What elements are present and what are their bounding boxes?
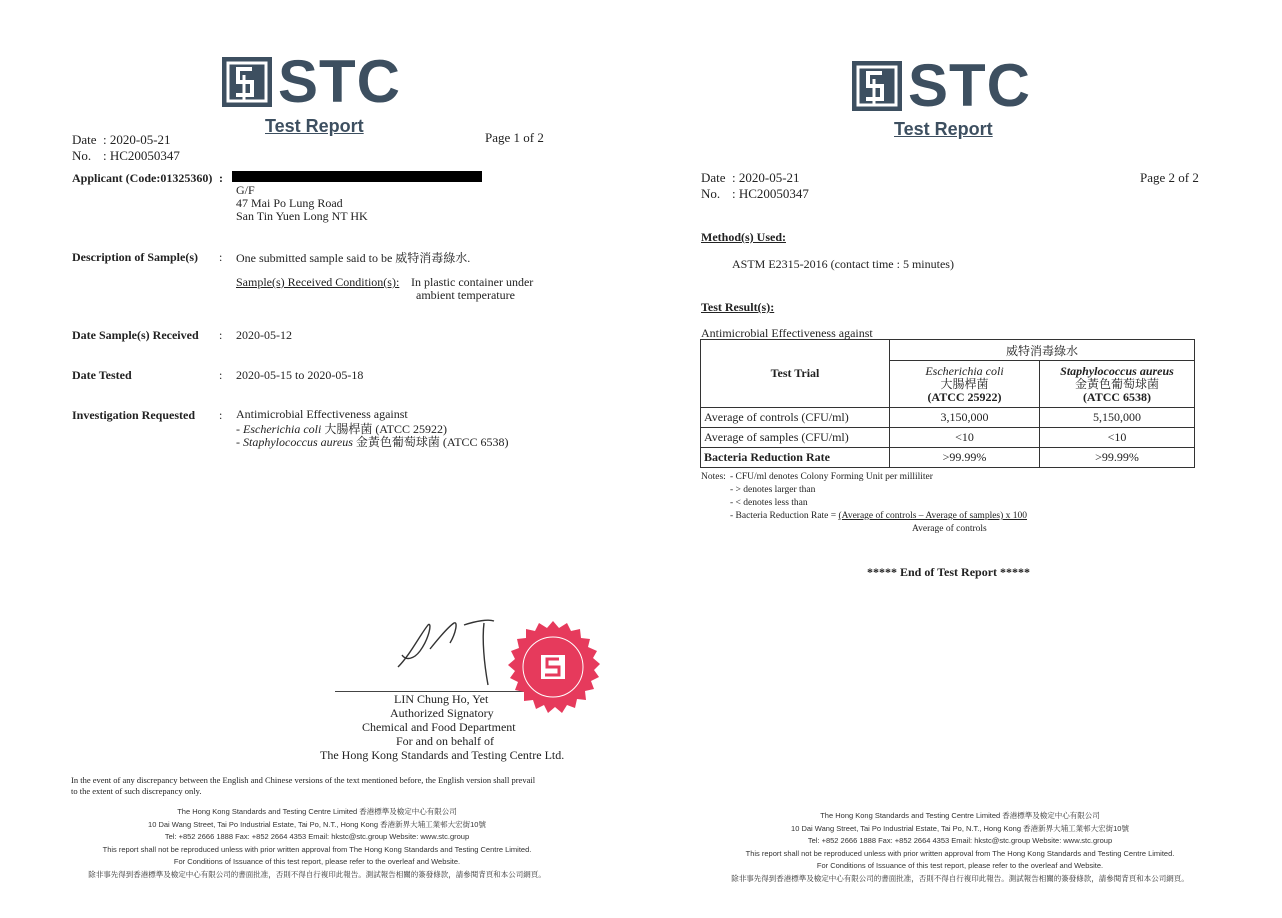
stc-logo-mark-icon bbox=[852, 61, 902, 111]
date-tested-colon: : bbox=[219, 368, 223, 382]
organism-2-atcc: (ATCC 6538) bbox=[1082, 389, 1152, 404]
row-label: Bacteria Reduction Rate bbox=[701, 448, 890, 468]
table-row bbox=[701, 428, 1195, 448]
redacted-applicant-name bbox=[232, 171, 482, 182]
footer-reproduction: This report shall not be reproduced unless with prior written approval from The Hong Kong Standards and Testing Centre Limited. bbox=[745, 848, 1175, 858]
end-of-report: ***** End of Test Report ***** bbox=[867, 565, 1031, 579]
footer-reproduction: This report shall not be reproduced unless with prior written approval from The Hong Kong Standards and Testing Centre Limited. bbox=[102, 844, 532, 854]
stc-logo bbox=[222, 48, 422, 115]
results-label: Test Result(s): bbox=[701, 300, 775, 314]
investigation-line-3 bbox=[236, 433, 509, 450]
applicant-address-line-3: San Tin Yuen Long NT HK bbox=[236, 209, 368, 223]
description-label: Description of Sample(s) bbox=[72, 250, 198, 264]
formula-denominator: Average of controls bbox=[912, 524, 987, 534]
applicant-colon: : bbox=[219, 171, 223, 185]
note-1: - CFU/ml denotes Colony Forming Unit per milliliter bbox=[730, 472, 933, 482]
footer-contact: Tel: +852 2666 1888 Fax: +852 2664 4353 Email: hkstc@stc.group Website: www.stc.group bbox=[164, 832, 470, 841]
test-trial-header: Test Trial bbox=[701, 340, 890, 408]
applicant-address-line-2: 47 Mai Po Lung Road bbox=[236, 196, 343, 210]
investigation-organism-2: - Staphylococcus aureus bbox=[236, 435, 353, 449]
footer-address: 10 Dai Wang Street, Tai Po Industrial Estate, Tai Po, N.T., Hong Kong 香港新界大埔工業邨大宏街10號 bbox=[148, 819, 486, 829]
methods-value: ASTM E2315-2016 (contact time : 5 minutes) bbox=[732, 257, 954, 271]
row-value-2: >99.99% bbox=[1040, 448, 1195, 468]
organism-1-atcc: (ATCC 25922) bbox=[927, 389, 1002, 404]
signatory-department: Chemical and Food Department bbox=[362, 720, 516, 734]
description-colon: : bbox=[219, 250, 223, 264]
results-table bbox=[700, 339, 1195, 468]
footer-conditions: For Conditions of Issuance of this test report, please refer to the overleaf and Website. bbox=[173, 857, 461, 866]
date-value: : 2020-05-21 bbox=[103, 132, 171, 147]
report-no-value: : HC20050347 bbox=[103, 148, 180, 163]
condition-value-1: In plastic container under bbox=[411, 275, 534, 289]
table-row bbox=[701, 408, 1195, 428]
organism-2-chinese: 金黃色葡萄球菌 bbox=[1074, 376, 1159, 391]
investigation-organism-2-rest: 金黃色葡萄球菌 (ATCC 6538) bbox=[352, 435, 509, 449]
stc-logo bbox=[852, 52, 1052, 119]
report-no-value: : HC20050347 bbox=[732, 186, 809, 201]
signatory-behalf: For and on behalf of bbox=[396, 734, 494, 748]
footer-chinese: 除非事先得到香港標準及檢定中心有限公司的書面批准，否則不得自行複印此報告。測試報告相關的簽發條款，請參閱背頁和本公司網頁。 bbox=[731, 873, 1189, 883]
table-row bbox=[701, 448, 1195, 468]
applicant-label: Applicant (Code:01325360) bbox=[72, 171, 213, 185]
organism-1-chinese: 大腸桿菌 bbox=[940, 376, 989, 391]
report-page-2 bbox=[640, 0, 1282, 918]
discrepancy-note-line-1: In the event of any discrepancy between the English and Chinese versions of the text mentioned before, the English version shall prevail bbox=[71, 775, 536, 785]
company-seal bbox=[505, 620, 601, 716]
note-2: - > denotes larger than bbox=[730, 485, 816, 495]
condition-value-2: ambient temperature bbox=[416, 288, 515, 302]
row-value-1: >99.99% bbox=[890, 448, 1040, 468]
investigation-colon: : bbox=[219, 408, 223, 422]
report-no-label: No. bbox=[701, 186, 721, 201]
applicant-address-line-1: G/F bbox=[236, 183, 255, 197]
stc-logo-text: STC bbox=[278, 48, 401, 115]
stc-logo-mark-icon bbox=[222, 57, 272, 107]
row-label: Average of samples (CFU/ml) bbox=[701, 428, 890, 448]
note-3: - < denotes less than bbox=[730, 498, 808, 508]
organism-1-name: Escherichia coli bbox=[925, 363, 1004, 378]
organism-2-header bbox=[1040, 361, 1195, 408]
row-value-1: 3,150,000 bbox=[890, 408, 1040, 428]
description-value: One submitted sample said to be 威特消毒綠水. bbox=[236, 251, 471, 265]
table-caption: Antimicrobial Effectiveness against bbox=[701, 326, 873, 340]
footer-address: 10 Dai Wang Street, Tai Po Industrial Estate, Tai Po, N.T., Hong Kong 香港新界大埔工業邨大宏街10號 bbox=[791, 823, 1129, 833]
signatory-company: The Hong Kong Standards and Testing Centre Ltd. bbox=[320, 748, 565, 762]
investigation-line-1: Antimicrobial Effectiveness against bbox=[236, 407, 408, 421]
product-name-header: 威特消毒綠水 bbox=[890, 340, 1195, 361]
date-label: Date bbox=[701, 170, 726, 185]
formula-prefix: - Bacteria Reduction Rate = bbox=[730, 511, 839, 521]
page-number: Page 1 of 2 bbox=[485, 130, 544, 145]
formula-numerator: (Average of controls – Average of samples) x 100 bbox=[838, 511, 1028, 521]
notes-label: Notes: bbox=[701, 472, 726, 482]
footer-contact: Tel: +852 2666 1888 Fax: +852 2664 4353 Email: hkstc@stc.group Website: www.stc.group bbox=[807, 836, 1113, 845]
page-title: Test Report bbox=[894, 119, 993, 139]
date-received-label: Date Sample(s) Received bbox=[72, 328, 199, 342]
page-number: Page 2 of 2 bbox=[1140, 170, 1199, 185]
investigation-organism-1: - Escherichia coli bbox=[236, 422, 322, 436]
signatory-name: LIN Chung Ho, Yet bbox=[394, 692, 489, 706]
methods-label: Method(s) Used: bbox=[701, 230, 786, 244]
investigation-label: Investigation Requested bbox=[72, 408, 196, 422]
date-tested-label: Date Tested bbox=[72, 368, 132, 382]
row-label: Average of controls (CFU/ml) bbox=[701, 408, 890, 428]
footer-conditions: For Conditions of Issuance of this test report, please refer to the overleaf and Website. bbox=[816, 861, 1104, 870]
condition-label: Sample(s) Received Condition(s): bbox=[236, 275, 400, 289]
page-1-footer bbox=[17, 806, 617, 881]
organism-1-header bbox=[890, 361, 1040, 408]
table-header-row bbox=[701, 340, 1195, 361]
date-received-colon: : bbox=[219, 328, 223, 342]
row-value-2: 5,150,000 bbox=[1040, 408, 1195, 428]
discrepancy-note-line-2: to the extent of such discrepancy only. bbox=[71, 786, 202, 796]
organism-2-name: Staphylococcus aureus bbox=[1060, 363, 1174, 378]
row-value-1: <10 bbox=[890, 428, 1040, 448]
row-value-2: <10 bbox=[1040, 428, 1195, 448]
note-formula bbox=[730, 511, 1027, 521]
date-tested-value: 2020-05-15 to 2020-05-18 bbox=[236, 368, 364, 382]
footer-company: The Hong Kong Standards and Testing Centre Limited 香港標準及檢定中心有限公司 bbox=[820, 811, 1100, 820]
footer-chinese: 除非事先得到香港標準及檢定中心有限公司的書面批准，否則不得自行複印此報告。測試報告相關的簽發條款，請參閱背頁和本公司網頁。 bbox=[88, 869, 546, 879]
date-value: : 2020-05-21 bbox=[732, 170, 800, 185]
investigation-organism-1-rest: 大腸桿菌 (ATCC 25922) bbox=[321, 422, 447, 436]
footer-company: The Hong Kong Standards and Testing Centre Limited 香港標準及檢定中心有限公司 bbox=[177, 807, 457, 816]
signatory-title: Authorized Signatory bbox=[390, 706, 494, 720]
report-page-1 bbox=[0, 0, 640, 918]
date-label: Date bbox=[72, 132, 97, 147]
date-received-value: 2020-05-12 bbox=[236, 328, 292, 342]
page-title: Test Report bbox=[265, 116, 364, 136]
handwritten-signature bbox=[380, 615, 510, 695]
report-no-label: No. bbox=[72, 148, 92, 163]
stc-logo-text: STC bbox=[908, 52, 1031, 119]
page-2-footer bbox=[660, 810, 1260, 885]
